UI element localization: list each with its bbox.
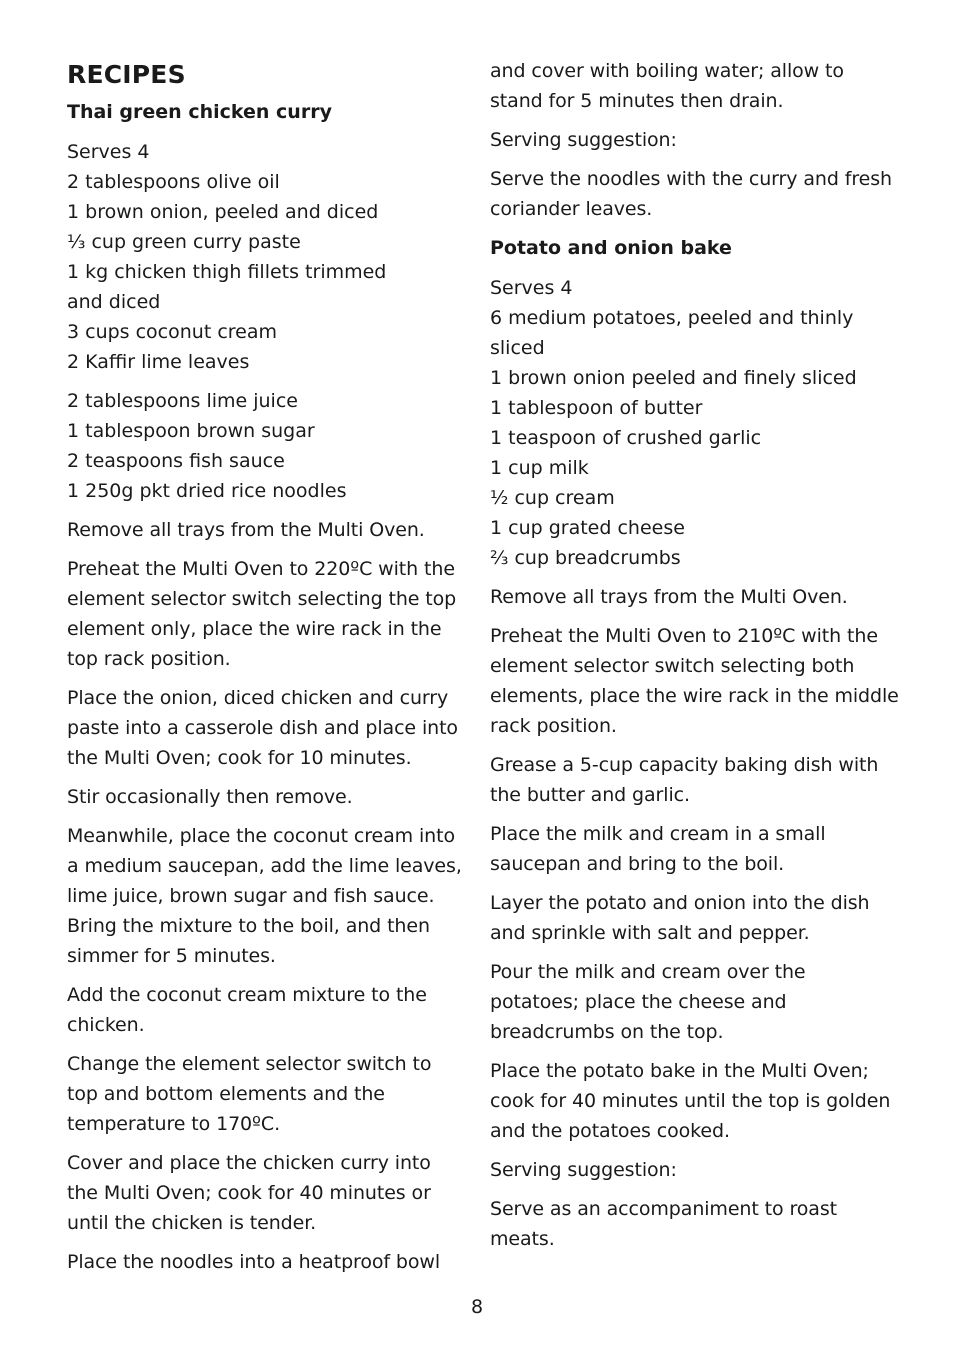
step-paragraph: Preheat the Multi Oven to 220ºC with the element selector switch selecting the top element only, place the wire rack in the top rack position.: [67, 558, 457, 670]
step-paragraph: Remove all trays from the Multi Oven.: [490, 586, 848, 608]
ingredient-item: 1 cup milk: [490, 457, 589, 479]
step-paragraph: Pour the milk and cream over the potatoes; place the cheese and breadcrumbs on the top.: [490, 961, 806, 1043]
step-paragraph: Cover and place the chicken curry into the Multi Oven; cook for 40 minutes or until the chicken is tender.: [67, 1152, 431, 1234]
serving-suggestion-text: Serve as an accompaniment to roast meats.: [490, 1198, 837, 1250]
step-paragraph: Grease a 5-cup capacity baking dish with the butter and garlic.: [490, 754, 879, 806]
ingredient-item: 1 brown onion, peeled and diced: [67, 201, 379, 223]
page-number: 8: [470, 1296, 484, 1318]
serving-suggestion-text: Serve the noodles with the curry and fresh coriander leaves.: [490, 168, 892, 220]
ingredient-item: ½ cup cream: [490, 487, 615, 509]
ingredient-item: 2 tablespoons lime juice: [67, 390, 298, 412]
step-paragraph: Add the coconut cream mixture to the chicken.: [67, 984, 427, 1036]
ingredient-item: Serves 4: [490, 277, 573, 299]
step-paragraph: Place the noodles into a heatproof bowl: [67, 1251, 441, 1273]
step-paragraph: Place the onion, diced chicken and curry paste into a casserole dish and place into the Multi Oven; cook for 10 minutes.: [67, 687, 458, 769]
step-paragraph: Preheat the Multi Oven to 210ºC with the element selector switch selecting both elements, place the wire rack in the middle rack position.: [490, 625, 899, 737]
serving-suggestion-label: Serving suggestion:: [490, 129, 677, 151]
ingredient-item: 1 brown onion peeled and finely sliced: [490, 367, 857, 389]
step-paragraph: Remove all trays from the Multi Oven.: [67, 519, 425, 541]
left-column: [67, 56, 467, 1286]
ingredient-item: ⅔ cup breadcrumbs: [490, 547, 681, 569]
ingredient-item: 3 cups coconut cream: [67, 321, 278, 343]
recipe-title-potato-bake: Potato and onion bake: [490, 237, 732, 259]
step-paragraph: Meanwhile, place the coconut cream into a medium saucepan, add the lime leaves, lime juice, brown sugar and fish sauce. Bring the mixture to the boil, and then simmer for 5 minutes.: [67, 825, 462, 967]
ingredient-item: 2 teaspoons fish sauce: [67, 450, 285, 472]
ingredient-item: and diced: [67, 291, 161, 313]
step-paragraph-continued: and cover with boiling water; allow to stand for 5 minutes then drain.: [490, 60, 844, 112]
serving-suggestion-label: Serving suggestion:: [490, 1159, 677, 1181]
ingredient-item: 1 tablespoon of butter: [490, 397, 703, 419]
ingredient-item: 6 medium potatoes, peeled and thinly: [490, 307, 854, 329]
step-paragraph: Stir occasionally then remove.: [67, 786, 353, 808]
ingredient-item: 1 cup grated cheese: [490, 517, 685, 539]
right-column: [490, 56, 900, 1263]
ingredients-list-potato: [490, 273, 900, 573]
step-paragraph: Change the element selector switch to top and bottom elements and the temperature to 170ºC.: [67, 1053, 432, 1135]
ingredient-item: Serves 4: [67, 141, 150, 163]
ingredient-item: 1 tablespoon brown sugar: [67, 420, 315, 442]
ingredient-item: 1 kg chicken thigh fillets trimmed: [67, 261, 387, 283]
ingredients-list-b: [67, 386, 467, 506]
ingredient-item: 1 teaspoon of crushed garlic: [490, 427, 762, 449]
ingredients-list-a: [67, 137, 467, 377]
ingredient-item: 1 250g pkt dried rice noodles: [67, 480, 347, 502]
ingredient-item: 2 Kaffir lime leaves: [67, 351, 250, 373]
step-paragraph: Place the potato bake in the Multi Oven; cook for 40 minutes until the top is golden and the potatoes cooked.: [490, 1060, 891, 1142]
ingredient-item: sliced: [490, 337, 545, 359]
step-paragraph: Place the milk and cream in a small saucepan and bring to the boil.: [490, 823, 826, 875]
recipe-title-thai-curry: Thai green chicken curry: [67, 101, 332, 123]
step-paragraph: Layer the potato and onion into the dish and sprinkle with salt and pepper.: [490, 892, 870, 944]
ingredient-item: 2 tablespoons olive oil: [67, 171, 280, 193]
ingredient-item: ⅓ cup green curry paste: [67, 231, 301, 253]
section-title: RECIPES: [67, 60, 186, 89]
